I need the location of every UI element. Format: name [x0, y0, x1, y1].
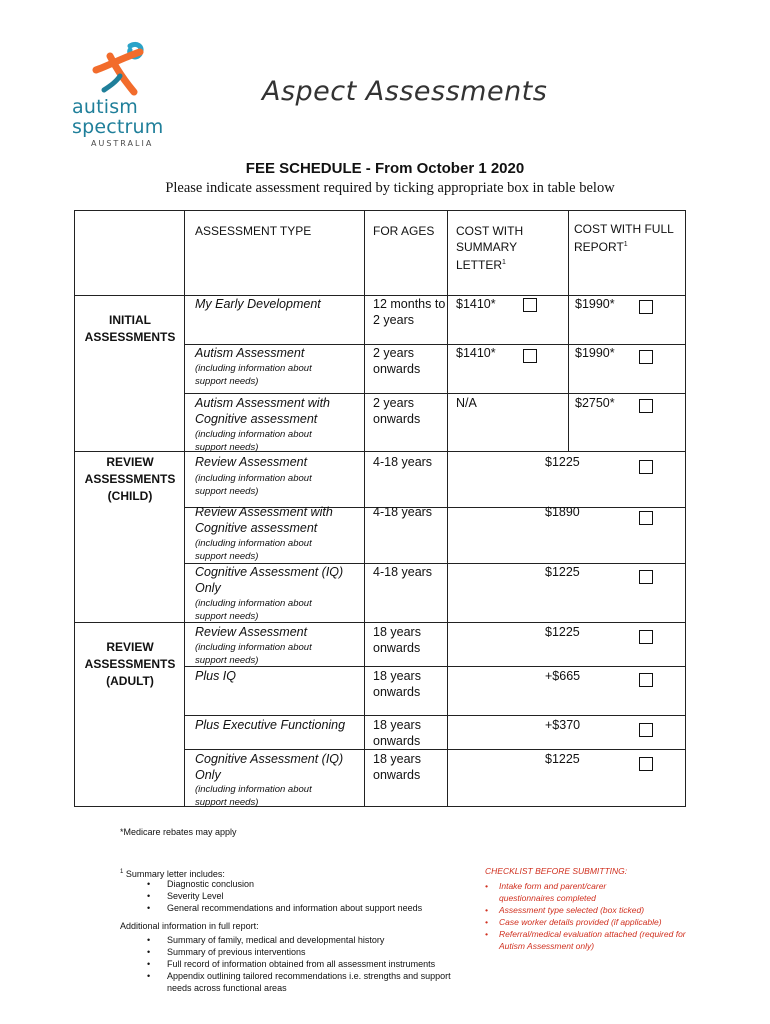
fee-table	[74, 210, 686, 807]
list-item: • Full record of information obtained from all assessment instruments	[147, 958, 467, 970]
row-note: (including information about support needs)	[195, 429, 312, 453]
full-report-title: Additional information in full report:	[120, 921, 259, 931]
checklist-item: • Intake form and parent/carer questionnaires completed	[485, 880, 659, 904]
full-report-checkbox[interactable]	[639, 350, 653, 364]
summary-letter-list	[147, 878, 467, 914]
logo-figure-icon	[90, 40, 150, 96]
header-for-ages: FOR AGES	[373, 224, 435, 238]
header-cost-full: COST WITH FULL REPORT$^1$	[574, 222, 674, 254]
row-note: (including information about support needs)	[195, 363, 312, 387]
summary-checkbox[interactable]	[523, 349, 537, 363]
row-ages: 4-18 years	[373, 455, 433, 469]
row-ages: 2 years onwards	[373, 346, 421, 376]
price-checkbox[interactable]	[639, 511, 653, 525]
header-assessment-type: ASSESSMENT TYPE	[195, 224, 312, 238]
logo-text-australia: AUSTRALIA	[91, 139, 154, 148]
row-type: Cognitive Assessment (IQ) Only	[195, 752, 344, 782]
row-price: $1225	[545, 752, 580, 766]
row-price: $1225	[545, 565, 580, 579]
row-summary-price: $1410*	[456, 297, 496, 311]
list-item: • Diagnostic conclusion	[147, 878, 467, 890]
row-full-price: $1990*	[575, 297, 615, 311]
full-report-checkbox[interactable]	[639, 399, 653, 413]
list-item: • Appendix outlining tailored recommendations i.e. strengths and support needs across functional areas	[147, 970, 457, 994]
fee-schedule-heading: FEE SCHEDULE - From October 1 2020	[245, 160, 525, 177]
row-price: $1225	[545, 625, 580, 639]
price-checkbox[interactable]	[639, 673, 653, 687]
checklist	[485, 880, 725, 952]
header-cost-summary: COST WITH SUMMARY LETTER$^1$	[456, 224, 524, 272]
row-note: (including information about support needs)	[195, 784, 312, 808]
checklist-item: • Case worker details provided (if applicable)	[485, 916, 725, 928]
row-full-price: $1990*	[575, 346, 615, 360]
row-ages: 18 years onwards	[373, 718, 421, 748]
row-price: +$665	[545, 669, 581, 683]
row-type: Plus Executive Functioning	[195, 718, 346, 732]
row-ages: 18 years onwards	[373, 625, 421, 655]
list-item: • Summary of previous interventions	[147, 946, 467, 958]
row-note: (including information about support needs)	[195, 598, 312, 622]
full-report-checkbox[interactable]	[639, 300, 653, 314]
list-item: • General recommendations and information about support needs	[147, 902, 467, 914]
row-note: (including information about support needs)	[195, 473, 312, 497]
aspect-logo	[72, 40, 182, 150]
row-ages: 2 years onwards	[373, 396, 421, 426]
row-type: Review Assessment with Cognitive assessment	[195, 505, 333, 535]
list-item: • Summary of family, medical and developmental history	[147, 934, 467, 946]
row-ages: 18 years onwards	[373, 669, 421, 699]
document-title: Aspect Assessments	[262, 76, 548, 107]
row-type: Review Assessment	[195, 455, 308, 469]
row-ages: 18 years onwards	[373, 752, 421, 782]
instruction-text: Please indicate assessment required by ticking appropriate box in table below	[165, 180, 615, 196]
row-type: Cognitive Assessment (IQ) Only	[195, 565, 344, 595]
checklist-title: CHECKLIST BEFORE SUBMITTING:	[485, 866, 628, 876]
summary-checkbox[interactable]	[523, 298, 537, 312]
row-summary-price: N/A	[456, 396, 477, 410]
row-type: My Early Development	[195, 297, 321, 311]
row-ages: 12 months to 2 years	[373, 297, 446, 327]
medicare-note: *Medicare rebates may apply	[120, 827, 237, 837]
group-review-child: REVIEW ASSESSMENTS (CHILD)	[84, 455, 176, 503]
row-type: Plus IQ	[195, 669, 236, 683]
row-type: Review Assessment	[195, 625, 308, 639]
row-summary-price: $1410*	[456, 346, 496, 360]
checklist-item: • Assessment type selected (box ticked)	[485, 904, 725, 916]
logo-text-spectrum: spectrum	[72, 116, 164, 138]
row-type: Autism Assessment	[195, 346, 305, 360]
price-checkbox[interactable]	[639, 723, 653, 737]
logo-text-autism: autism	[72, 96, 139, 118]
group-initial-assessments: INITIAL ASSESSMENTS	[84, 313, 176, 344]
row-ages: 4-18 years	[373, 565, 433, 579]
row-full-price: $2750*	[575, 396, 615, 410]
checklist-item: • Referral/medical evaluation attached (required for Autism Assessment only)	[485, 928, 699, 952]
price-checkbox[interactable]	[639, 460, 653, 474]
row-note: (including information about support needs)	[195, 642, 312, 666]
group-review-adult: REVIEW ASSESSMENTS (ADULT)	[84, 640, 176, 688]
summary-letter-title: $^1$ Summary letter includes:	[120, 869, 225, 879]
row-ages: 4-18 years	[373, 505, 433, 519]
row-price: $1225	[545, 455, 580, 469]
price-checkbox[interactable]	[639, 630, 653, 644]
price-checkbox[interactable]	[639, 757, 653, 771]
list-item: • Severity Level	[147, 890, 467, 902]
row-note: (including information about support needs)	[195, 538, 312, 562]
price-checkbox[interactable]	[639, 570, 653, 584]
row-price: +$370	[545, 718, 581, 732]
row-price: $1890	[545, 505, 580, 519]
full-report-list	[147, 934, 467, 994]
row-type: Autism Assessment with Cognitive assessment	[195, 396, 330, 426]
